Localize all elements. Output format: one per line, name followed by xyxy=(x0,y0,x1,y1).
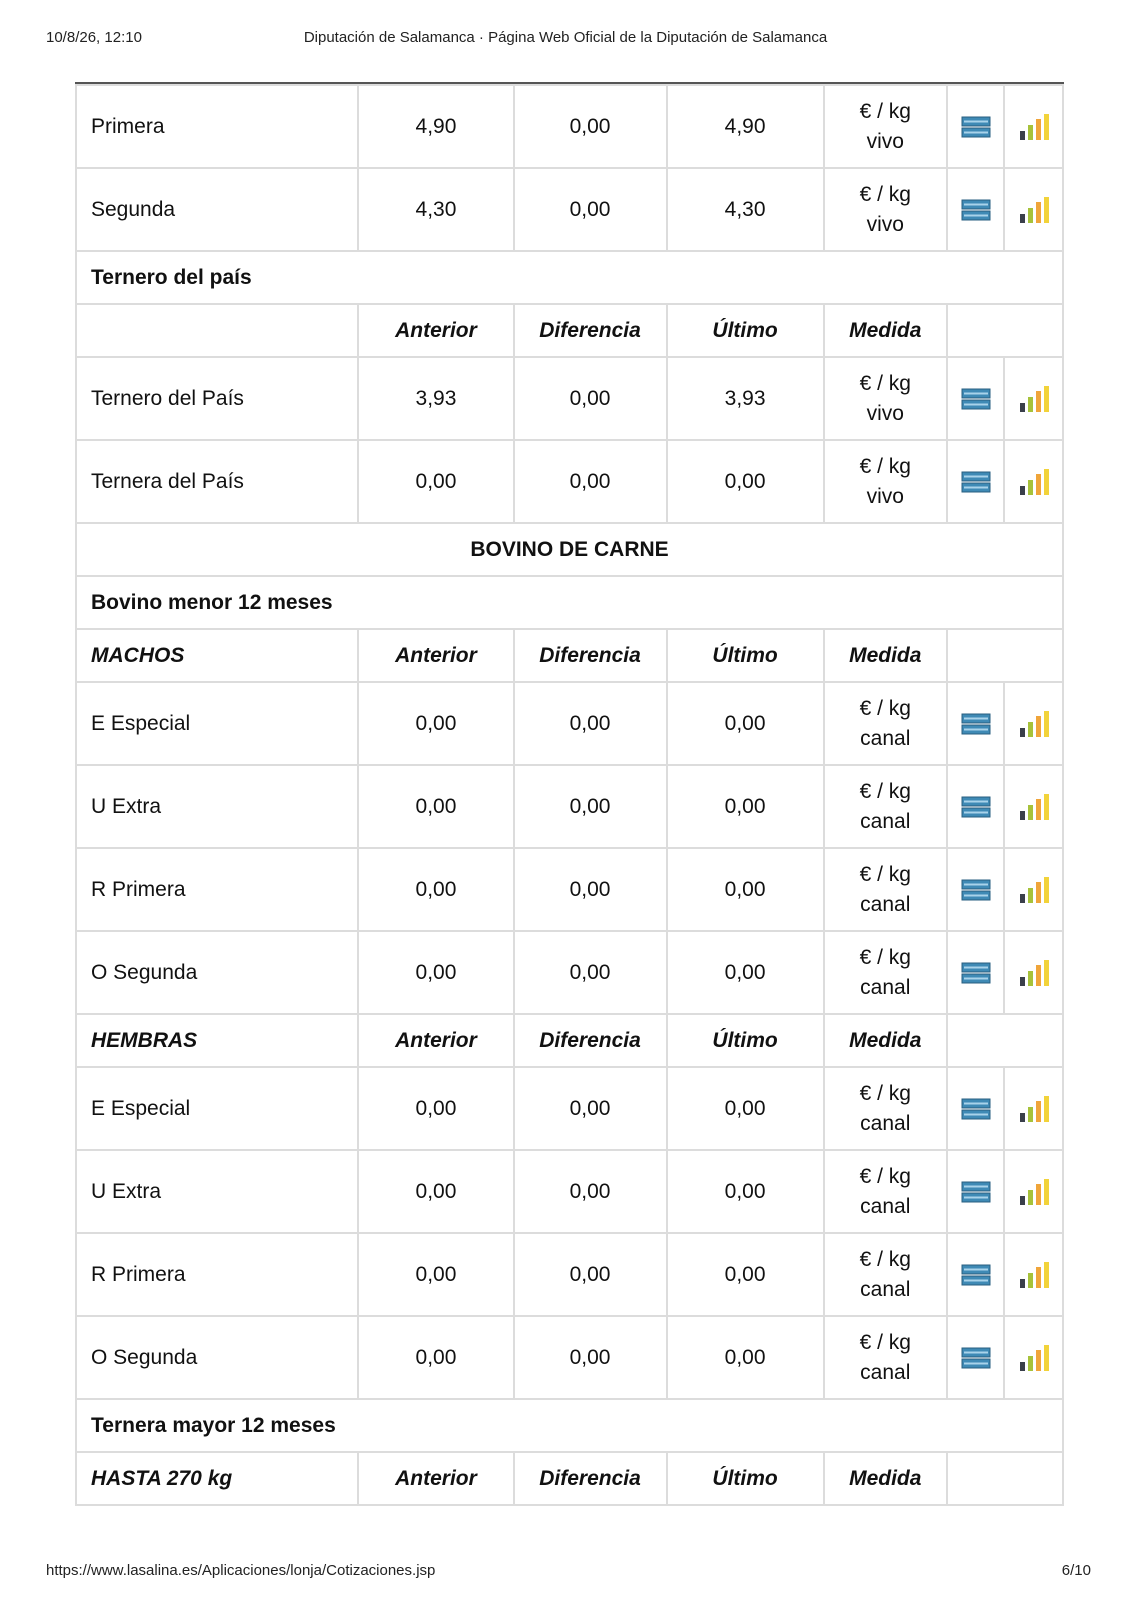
price-unit xyxy=(824,931,947,1014)
price-unit xyxy=(824,1150,947,1233)
table-row xyxy=(76,1316,1063,1399)
bar-chart-icon xyxy=(1018,385,1050,413)
page-number: 6/10 xyxy=(1061,1562,1091,1579)
price-ultimo: 0,00 xyxy=(667,1150,824,1233)
section-row xyxy=(76,576,1063,629)
unit-currency: € / kg xyxy=(859,371,911,395)
unit-currency: € / kg xyxy=(859,696,911,720)
price-diferencia: 0,00 xyxy=(514,682,667,765)
header-empty xyxy=(947,629,1063,682)
history-chart-button[interactable] xyxy=(1004,168,1063,251)
price-diferencia: 0,00 xyxy=(514,357,667,440)
price-unit xyxy=(824,85,947,168)
price-anterior: 4,90 xyxy=(358,85,513,168)
price-diferencia: 0,00 xyxy=(514,168,667,251)
price-table xyxy=(75,84,1064,1506)
header-diferencia: Diferencia xyxy=(514,1452,667,1505)
price-ultimo: 0,00 xyxy=(667,682,824,765)
history-chart-button[interactable] xyxy=(1004,1233,1063,1316)
price-anterior: 3,93 xyxy=(358,357,513,440)
group-label: HASTA 270 kg xyxy=(76,1452,358,1505)
unit-currency: € / kg xyxy=(859,1081,911,1105)
bar-chart-icon xyxy=(1018,710,1050,738)
price-ultimo: 0,00 xyxy=(667,1233,824,1316)
price-diferencia: 0,00 xyxy=(514,1316,667,1399)
history-table-button[interactable] xyxy=(947,357,1005,440)
product-name: Primera xyxy=(76,85,358,168)
unit-type: vivo xyxy=(866,401,904,425)
history-chart-button[interactable] xyxy=(1004,848,1063,931)
price-ultimo: 3,93 xyxy=(667,357,824,440)
product-name: Segunda xyxy=(76,168,358,251)
price-unit xyxy=(824,682,947,765)
table-row xyxy=(76,765,1063,848)
unit-type: canal xyxy=(860,809,911,833)
price-diferencia: 0,00 xyxy=(514,440,667,523)
table-icon xyxy=(961,387,991,411)
unit-currency: € / kg xyxy=(859,779,911,803)
price-ultimo: 4,30 xyxy=(667,168,824,251)
price-anterior: 0,00 xyxy=(358,440,513,523)
price-unit xyxy=(824,1316,947,1399)
header-medida: Medida xyxy=(824,1452,947,1505)
history-chart-button[interactable] xyxy=(1004,765,1063,848)
header-ultimo: Último xyxy=(667,629,824,682)
product-name: R Primera xyxy=(76,848,358,931)
table-icon xyxy=(961,878,991,902)
price-anterior: 0,00 xyxy=(358,1233,513,1316)
header-diferencia: Diferencia xyxy=(514,629,667,682)
header-ultimo: Último xyxy=(667,1014,824,1067)
unit-currency: € / kg xyxy=(859,454,911,478)
table-row xyxy=(76,357,1063,440)
history-table-button[interactable] xyxy=(947,765,1005,848)
price-unit xyxy=(824,1233,947,1316)
price-diferencia: 0,00 xyxy=(514,848,667,931)
unit-type: canal xyxy=(860,975,911,999)
product-name: Ternero del País xyxy=(76,357,358,440)
unit-type: canal xyxy=(860,1277,911,1301)
header-ultimo: Último xyxy=(667,304,824,357)
table-icon xyxy=(961,1180,991,1204)
price-diferencia: 0,00 xyxy=(514,1150,667,1233)
table-row xyxy=(76,848,1063,931)
header-anterior: Anterior xyxy=(358,629,513,682)
bar-chart-icon xyxy=(1018,196,1050,224)
unit-type: canal xyxy=(860,726,911,750)
header-diferencia: Diferencia xyxy=(514,304,667,357)
table-icon xyxy=(961,198,991,222)
price-unit xyxy=(824,440,947,523)
price-ultimo: 0,00 xyxy=(667,765,824,848)
table-row xyxy=(76,168,1063,251)
unit-type: canal xyxy=(860,892,911,916)
print-page-title: Diputación de Salamanca · Página Web Oficial de la Diputación de Salamanca xyxy=(303,29,828,46)
price-anterior: 4,30 xyxy=(358,168,513,251)
history-table-button[interactable] xyxy=(947,1316,1005,1399)
price-unit xyxy=(824,168,947,251)
bar-chart-icon xyxy=(1018,113,1050,141)
print-url: https://www.lasalina.es/Aplicaciones/lonja/Cotizaciones.jsp xyxy=(46,1562,436,1579)
product-name: O Segunda xyxy=(76,931,358,1014)
header-empty xyxy=(947,1452,1063,1505)
history-table-button[interactable] xyxy=(947,85,1005,168)
table-header-row xyxy=(76,304,1063,357)
history-table-button[interactable] xyxy=(947,168,1005,251)
price-ultimo: 0,00 xyxy=(667,440,824,523)
print-date: 10/8/26, 12:10 xyxy=(46,29,142,46)
header-diferencia: Diferencia xyxy=(514,1014,667,1067)
section-row xyxy=(76,523,1063,576)
print-footer xyxy=(0,1562,1131,1586)
unit-type: vivo xyxy=(866,129,904,153)
table-header-row xyxy=(76,629,1063,682)
table-icon xyxy=(961,961,991,985)
history-table-button[interactable] xyxy=(947,440,1005,523)
table-icon xyxy=(961,1263,991,1287)
table-icon xyxy=(961,115,991,139)
price-diferencia: 0,00 xyxy=(514,765,667,848)
price-unit xyxy=(824,765,947,848)
table-header-row xyxy=(76,1014,1063,1067)
bar-chart-icon xyxy=(1018,876,1050,904)
product-name: Ternera del País xyxy=(76,440,358,523)
bar-chart-icon xyxy=(1018,959,1050,987)
table-row xyxy=(76,931,1063,1014)
history-table-button[interactable] xyxy=(947,682,1005,765)
header-anterior: Anterior xyxy=(358,1014,513,1067)
header-ultimo: Último xyxy=(667,1452,824,1505)
header-medida: Medida xyxy=(824,629,947,682)
price-ultimo: 0,00 xyxy=(667,1067,824,1150)
group-label: MACHOS xyxy=(76,629,358,682)
price-table-container xyxy=(75,82,1064,1552)
unit-currency: € / kg xyxy=(859,1247,911,1271)
unit-currency: € / kg xyxy=(859,945,911,969)
header-medida: Medida xyxy=(824,304,947,357)
price-anterior: 0,00 xyxy=(358,931,513,1014)
price-diferencia: 0,00 xyxy=(514,1067,667,1150)
price-anterior: 0,00 xyxy=(358,848,513,931)
history-chart-button[interactable] xyxy=(1004,440,1063,523)
unit-currency: € / kg xyxy=(859,862,911,886)
table-row xyxy=(76,85,1063,168)
price-diferencia: 0,00 xyxy=(514,931,667,1014)
price-anterior: 0,00 xyxy=(358,1067,513,1150)
unit-currency: € / kg xyxy=(859,1330,911,1354)
header-anterior: Anterior xyxy=(358,304,513,357)
section-title: Ternero del país xyxy=(76,251,1063,304)
bar-chart-icon xyxy=(1018,1095,1050,1123)
price-anterior: 0,00 xyxy=(358,765,513,848)
bar-chart-icon xyxy=(1018,468,1050,496)
price-unit xyxy=(824,848,947,931)
table-icon xyxy=(961,712,991,736)
history-table-button[interactable] xyxy=(947,931,1005,1014)
price-anterior: 0,00 xyxy=(358,1316,513,1399)
section-row xyxy=(76,1399,1063,1452)
price-unit xyxy=(824,1067,947,1150)
price-anterior: 0,00 xyxy=(358,1150,513,1233)
price-diferencia: 0,00 xyxy=(514,1233,667,1316)
group-label: HEMBRAS xyxy=(76,1014,358,1067)
history-chart-button[interactable] xyxy=(1004,931,1063,1014)
section-title: Ternera mayor 12 meses xyxy=(76,1399,1063,1452)
unit-type: vivo xyxy=(866,212,904,236)
history-table-button[interactable] xyxy=(947,848,1005,931)
product-name: O Segunda xyxy=(76,1316,358,1399)
unit-type: canal xyxy=(860,1194,911,1218)
table-header-row xyxy=(76,1452,1063,1505)
history-chart-button[interactable] xyxy=(1004,1150,1063,1233)
price-anterior: 0,00 xyxy=(358,682,513,765)
table-icon xyxy=(961,1097,991,1121)
bar-chart-icon xyxy=(1018,1261,1050,1289)
price-diferencia: 0,00 xyxy=(514,85,667,168)
product-name: U Extra xyxy=(76,1150,358,1233)
table-row xyxy=(76,440,1063,523)
price-ultimo: 0,00 xyxy=(667,931,824,1014)
table-icon xyxy=(961,1346,991,1370)
product-name: E Especial xyxy=(76,1067,358,1150)
header-anterior: Anterior xyxy=(358,1452,513,1505)
header-medida: Medida xyxy=(824,1014,947,1067)
product-name: U Extra xyxy=(76,765,358,848)
section-row xyxy=(76,251,1063,304)
history-chart-button[interactable] xyxy=(1004,85,1063,168)
header-empty xyxy=(947,304,1063,357)
print-header xyxy=(0,0,1131,70)
history-chart-button[interactable] xyxy=(1004,682,1063,765)
price-ultimo: 0,00 xyxy=(667,848,824,931)
unit-type: canal xyxy=(860,1360,911,1384)
price-ultimo: 0,00 xyxy=(667,1316,824,1399)
unit-currency: € / kg xyxy=(859,99,911,123)
header-empty xyxy=(947,1014,1063,1067)
unit-currency: € / kg xyxy=(859,182,911,206)
table-row xyxy=(76,1150,1063,1233)
unit-type: vivo xyxy=(866,484,904,508)
group-label xyxy=(76,304,358,357)
price-ultimo: 4,90 xyxy=(667,85,824,168)
unit-currency: € / kg xyxy=(859,1164,911,1188)
history-table-button[interactable] xyxy=(947,1150,1005,1233)
table-icon xyxy=(961,470,991,494)
bar-chart-icon xyxy=(1018,793,1050,821)
bar-chart-icon xyxy=(1018,1178,1050,1206)
table-icon xyxy=(961,795,991,819)
section-title: BOVINO DE CARNE xyxy=(76,523,1063,576)
section-title: Bovino menor 12 meses xyxy=(76,576,1063,629)
history-chart-button[interactable] xyxy=(1004,1316,1063,1399)
table-row xyxy=(76,682,1063,765)
history-chart-button[interactable] xyxy=(1004,1067,1063,1150)
unit-type: canal xyxy=(860,1111,911,1135)
history-chart-button[interactable] xyxy=(1004,357,1063,440)
table-row xyxy=(76,1233,1063,1316)
bar-chart-icon xyxy=(1018,1344,1050,1372)
product-name: R Primera xyxy=(76,1233,358,1316)
product-name: E Especial xyxy=(76,682,358,765)
history-table-button[interactable] xyxy=(947,1233,1005,1316)
price-unit xyxy=(824,357,947,440)
history-table-button[interactable] xyxy=(947,1067,1005,1150)
table-row xyxy=(76,1067,1063,1150)
